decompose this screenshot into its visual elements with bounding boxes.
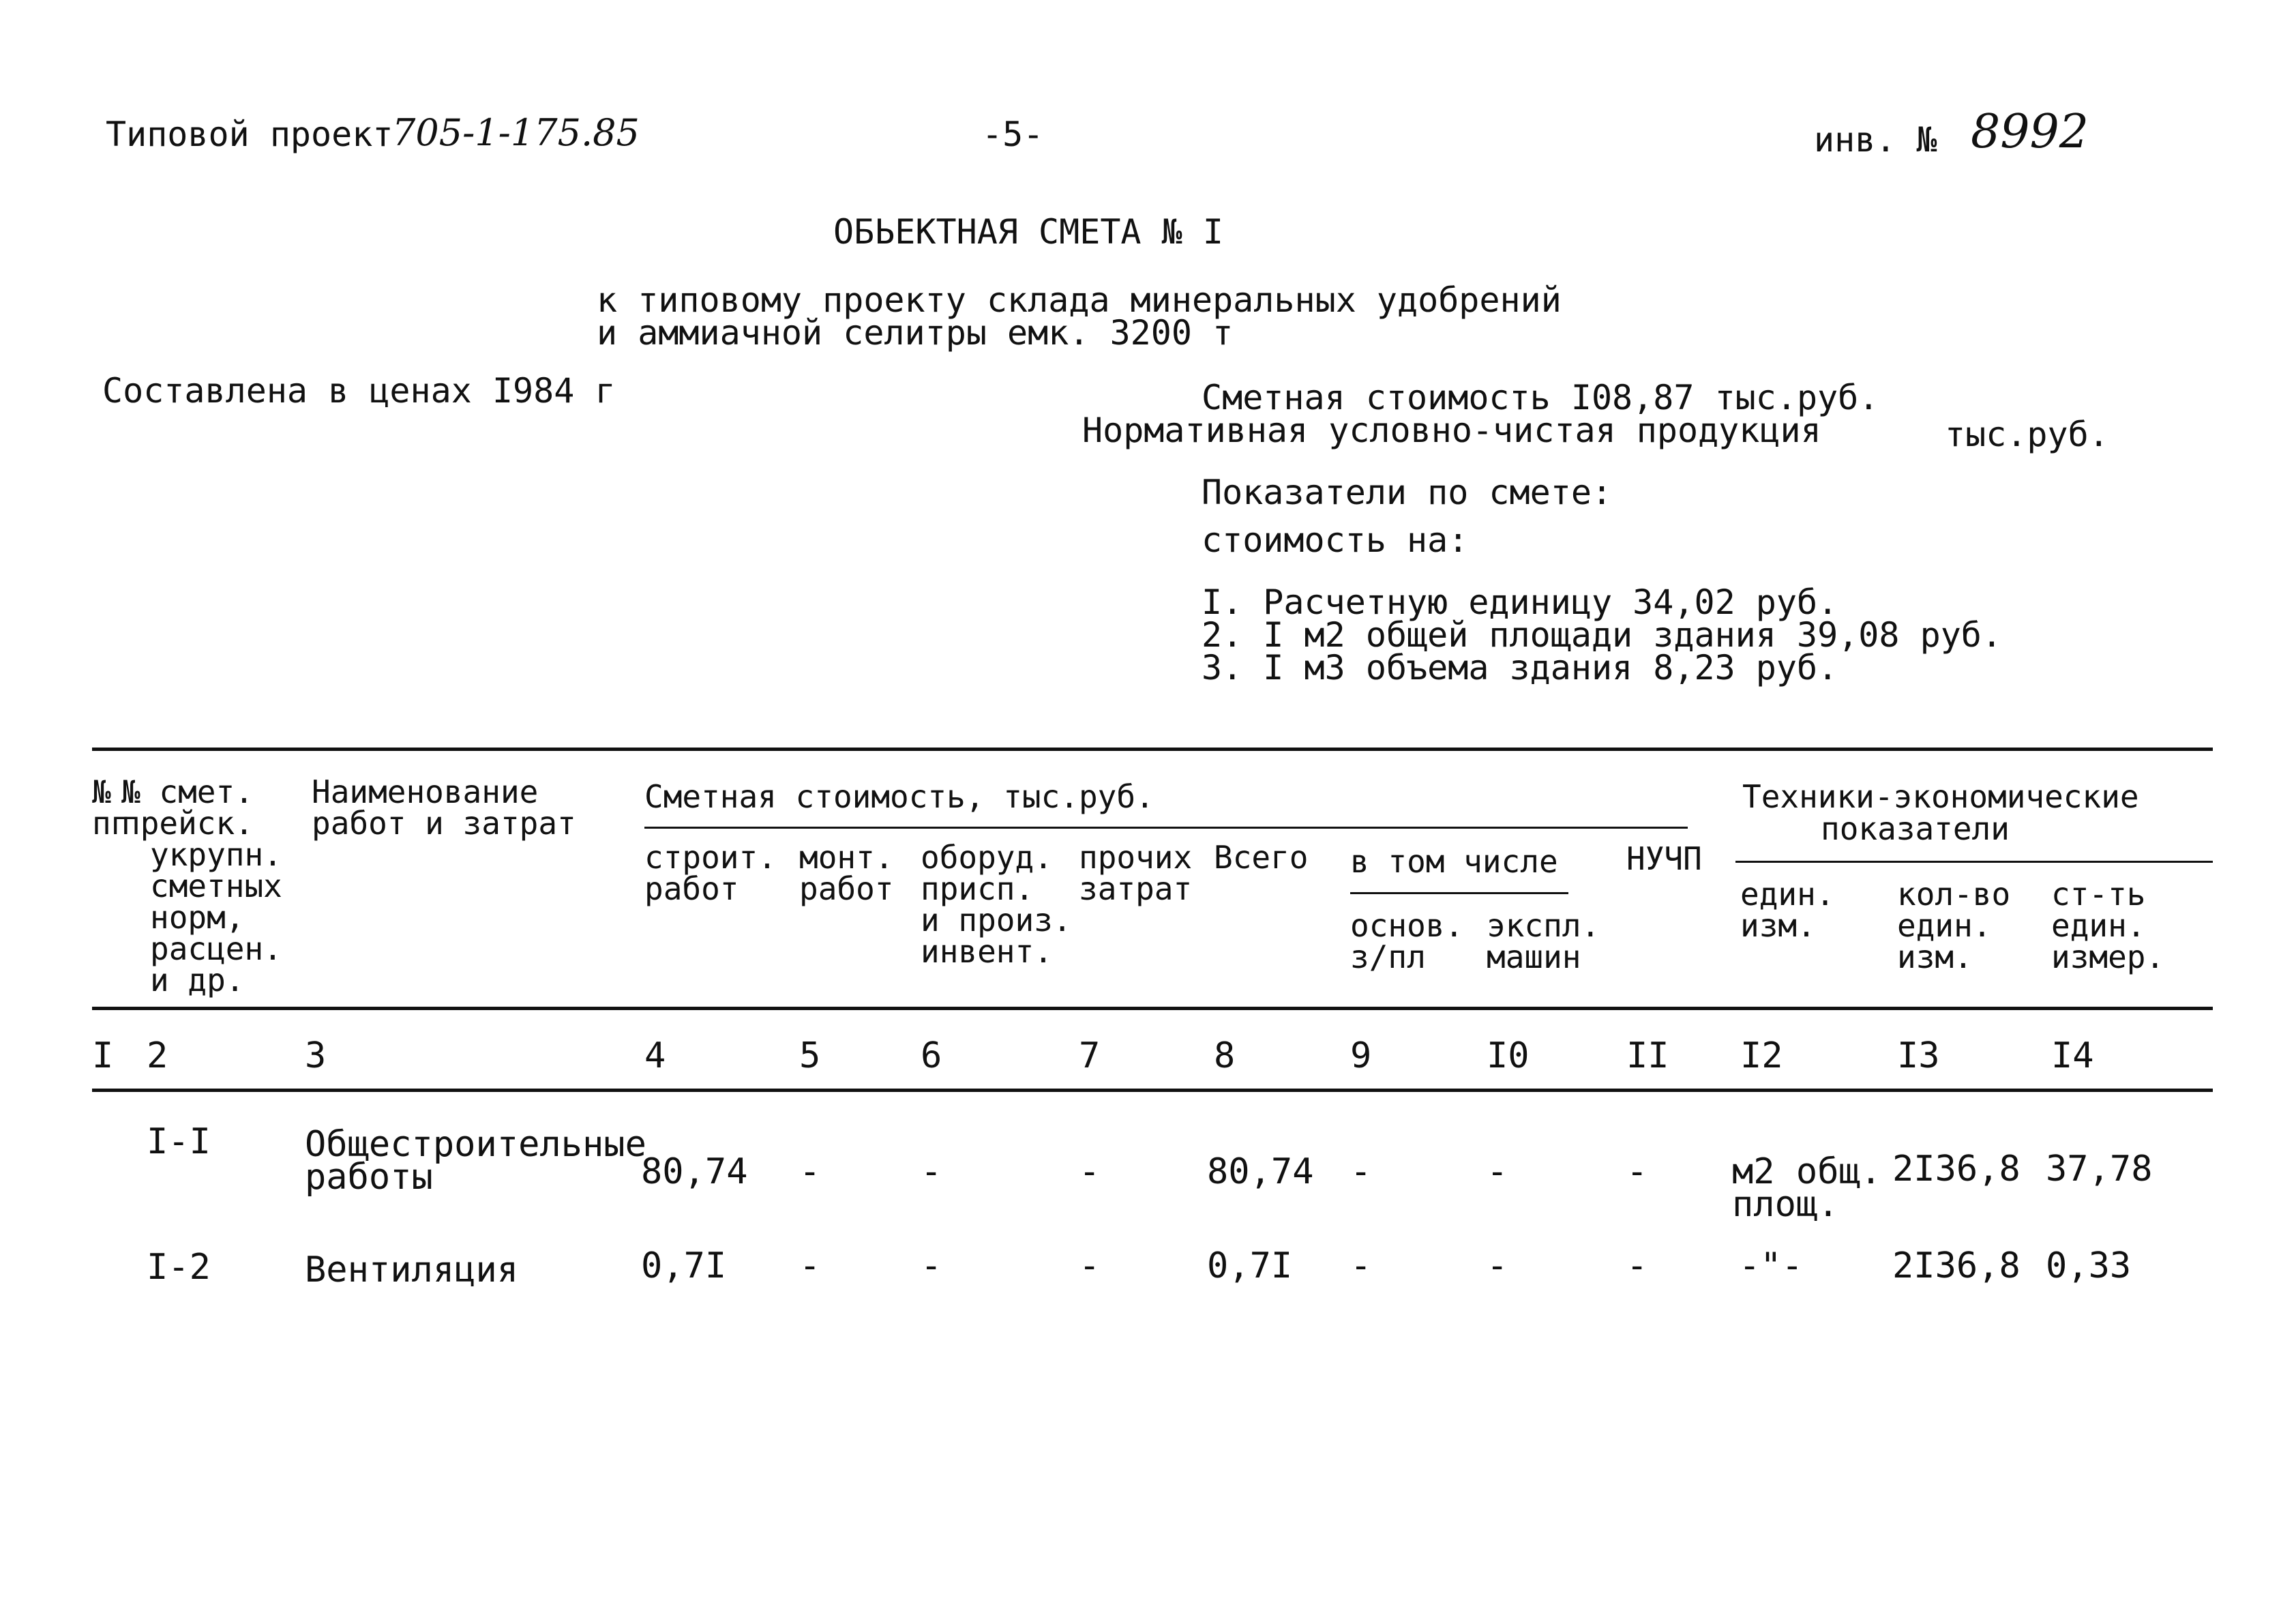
header-col2-line: и др.	[150, 962, 245, 999]
header-cost-group: Сметная стоимость, тыс.руб.	[644, 778, 1154, 815]
cell-unit-line: -"-	[1739, 1245, 1803, 1286]
cell-other: -	[1079, 1245, 1101, 1286]
header-col2-line: № смет.	[121, 773, 254, 810]
column-number: 2	[147, 1035, 168, 1076]
cell-total: 0,7I	[1207, 1245, 1293, 1286]
header-col10-line: машин	[1487, 938, 1581, 975]
document-title: ОБЬЕКТНАЯ СМЕТА № I	[833, 212, 1223, 252]
column-number: 9	[1350, 1035, 1372, 1076]
indicator-item: I. Расчетную единицу 34,02 руб.	[1202, 582, 1838, 622]
column-number: I3	[1897, 1035, 1940, 1076]
cell-unit-line: площ.	[1732, 1184, 1839, 1225]
header-col14-line: един.	[2051, 907, 2146, 944]
header-col1-no: №	[92, 773, 111, 810]
column-number: II	[1626, 1035, 1669, 1076]
header-col10-line: экспл.	[1487, 907, 1600, 944]
prices-year: Составлена в ценах I984 г	[102, 371, 616, 411]
cell-machines: -	[1487, 1245, 1508, 1286]
inventory-number: 8992	[1971, 105, 2089, 159]
column-number: 8	[1214, 1035, 1236, 1076]
header-col7-line: затрат	[1079, 870, 1193, 907]
column-number: I0	[1487, 1035, 1530, 1076]
cell-unit-cost: 0,33	[2046, 1245, 2132, 1286]
header-col6-line: присп.	[921, 870, 1034, 907]
cell-unit-line: м2 общ.	[1732, 1151, 1882, 1192]
column-number: 5	[799, 1035, 821, 1076]
row-code: I-2	[147, 1247, 211, 1288]
cell-nuchp: -	[1626, 1245, 1648, 1286]
header-col2-line: норм,	[150, 899, 245, 936]
header-col3-line: Наименование	[312, 773, 539, 810]
header-col6-line: и произ.	[921, 902, 1072, 938]
cell-total: 80,74	[1207, 1151, 1314, 1192]
cell-installation: -	[799, 1245, 821, 1286]
cell-machines: -	[1487, 1151, 1508, 1192]
cell-base-wage: -	[1350, 1245, 1372, 1286]
header-col13-line: един.	[1897, 907, 1992, 944]
cell-equipment: -	[921, 1151, 942, 1192]
estimated-cost: Сметная стоимость I08,87 тыс.руб.	[1202, 378, 1879, 417]
header-col2-line: сметных	[150, 868, 282, 904]
subtitle-line-2: и аммиачной селитры емк. 3200 т	[597, 313, 1234, 353]
cell-installation: -	[799, 1151, 821, 1192]
header-col2-line: прейск.	[121, 805, 254, 842]
indicator-item: 3. I м3 объема здания 8,23 руб.	[1202, 648, 1838, 688]
row-name-line: Вентиляция	[305, 1250, 519, 1290]
header-col3-line: работ и затрат	[312, 805, 576, 842]
column-number: 3	[305, 1035, 327, 1076]
norm-product-unit: тыс.руб.	[1945, 415, 2109, 454]
header-col5-line: монт.	[799, 839, 894, 876]
header-col2-line: укрупн.	[150, 836, 282, 873]
header-col4-line: работ	[644, 870, 739, 907]
header-col9-line: основ.	[1350, 907, 1464, 944]
header-col12-line: изм.	[1740, 907, 1816, 944]
indicator-item: 2. I м2 общей площади здания 39,08 руб.	[1202, 615, 2002, 655]
project-prefix: Типовой проект	[106, 115, 393, 154]
header-col11: НУЧП	[1626, 840, 1702, 877]
header-col2-line: расцен.	[150, 930, 282, 967]
norm-product-label: Нормативная условно-чистая продукция	[1082, 411, 1821, 450]
column-number: 4	[644, 1035, 666, 1076]
incl-group-rule	[1350, 892, 1568, 894]
header-col6-line: оборуд.	[921, 839, 1053, 876]
subtitle-line-1: к типовому проекту склада минеральных удобрений	[597, 280, 1562, 320]
header-col9-line: з/пл	[1350, 938, 1426, 975]
project-code: 705-1-175.85	[392, 111, 640, 154]
tei-group-rule	[1735, 861, 2213, 863]
column-number: I4	[2051, 1035, 2094, 1076]
header-tei-group-line: показатели	[1821, 810, 2010, 847]
table-top-rule	[92, 748, 2213, 751]
header-tei-group-line: Техники-экономические	[1742, 778, 2139, 815]
cell-quantity: 2I36,8	[1892, 1245, 2021, 1286]
header-col5-line: работ	[799, 870, 894, 907]
row-code: I-I	[147, 1121, 211, 1162]
cost-group-rule	[644, 827, 1688, 829]
cell-construction: 0,7I	[641, 1245, 727, 1286]
cell-construction: 80,74	[641, 1151, 748, 1192]
header-col8: Всего	[1214, 839, 1309, 876]
cell-quantity: 2I36,8	[1892, 1149, 2021, 1189]
header-incl-group: в том числе	[1350, 843, 1558, 880]
header-col13-line: изм.	[1897, 938, 1973, 975]
header-bottom-rule	[92, 1007, 2213, 1010]
cell-base-wage: -	[1350, 1151, 1372, 1192]
cell-other: -	[1079, 1151, 1101, 1192]
header-col14-line: измер.	[2051, 938, 2165, 975]
header-col12-line: един.	[1740, 876, 1835, 913]
page-number: -5-	[982, 115, 1044, 154]
cell-unit-cost: 37,78	[2046, 1149, 2153, 1189]
column-number: I	[92, 1035, 114, 1076]
header-col6-line: инвент.	[921, 933, 1053, 970]
row-name-line: работы	[305, 1157, 433, 1198]
header-col4-line: строит.	[644, 839, 777, 876]
numbers-bottom-rule	[92, 1089, 2213, 1092]
inventory-prefix: инв. №	[1814, 120, 1937, 160]
cell-nuchp: -	[1626, 1151, 1648, 1192]
indicators-heading: Показатели по смете:	[1202, 473, 1613, 512]
column-number: I2	[1740, 1035, 1783, 1076]
indicators-cost-on: стоимость на:	[1202, 520, 1469, 560]
header-col13-line: кол-во	[1897, 876, 2011, 913]
cell-equipment: -	[921, 1245, 942, 1286]
header-col14-line: ст-ть	[2051, 876, 2146, 913]
header-col1-pp: пп	[92, 805, 130, 842]
header-col7-line: прочих	[1079, 839, 1193, 876]
row-name-line: Общестроительные	[305, 1124, 646, 1165]
column-number: 6	[921, 1035, 942, 1076]
column-number: 7	[1079, 1035, 1101, 1076]
